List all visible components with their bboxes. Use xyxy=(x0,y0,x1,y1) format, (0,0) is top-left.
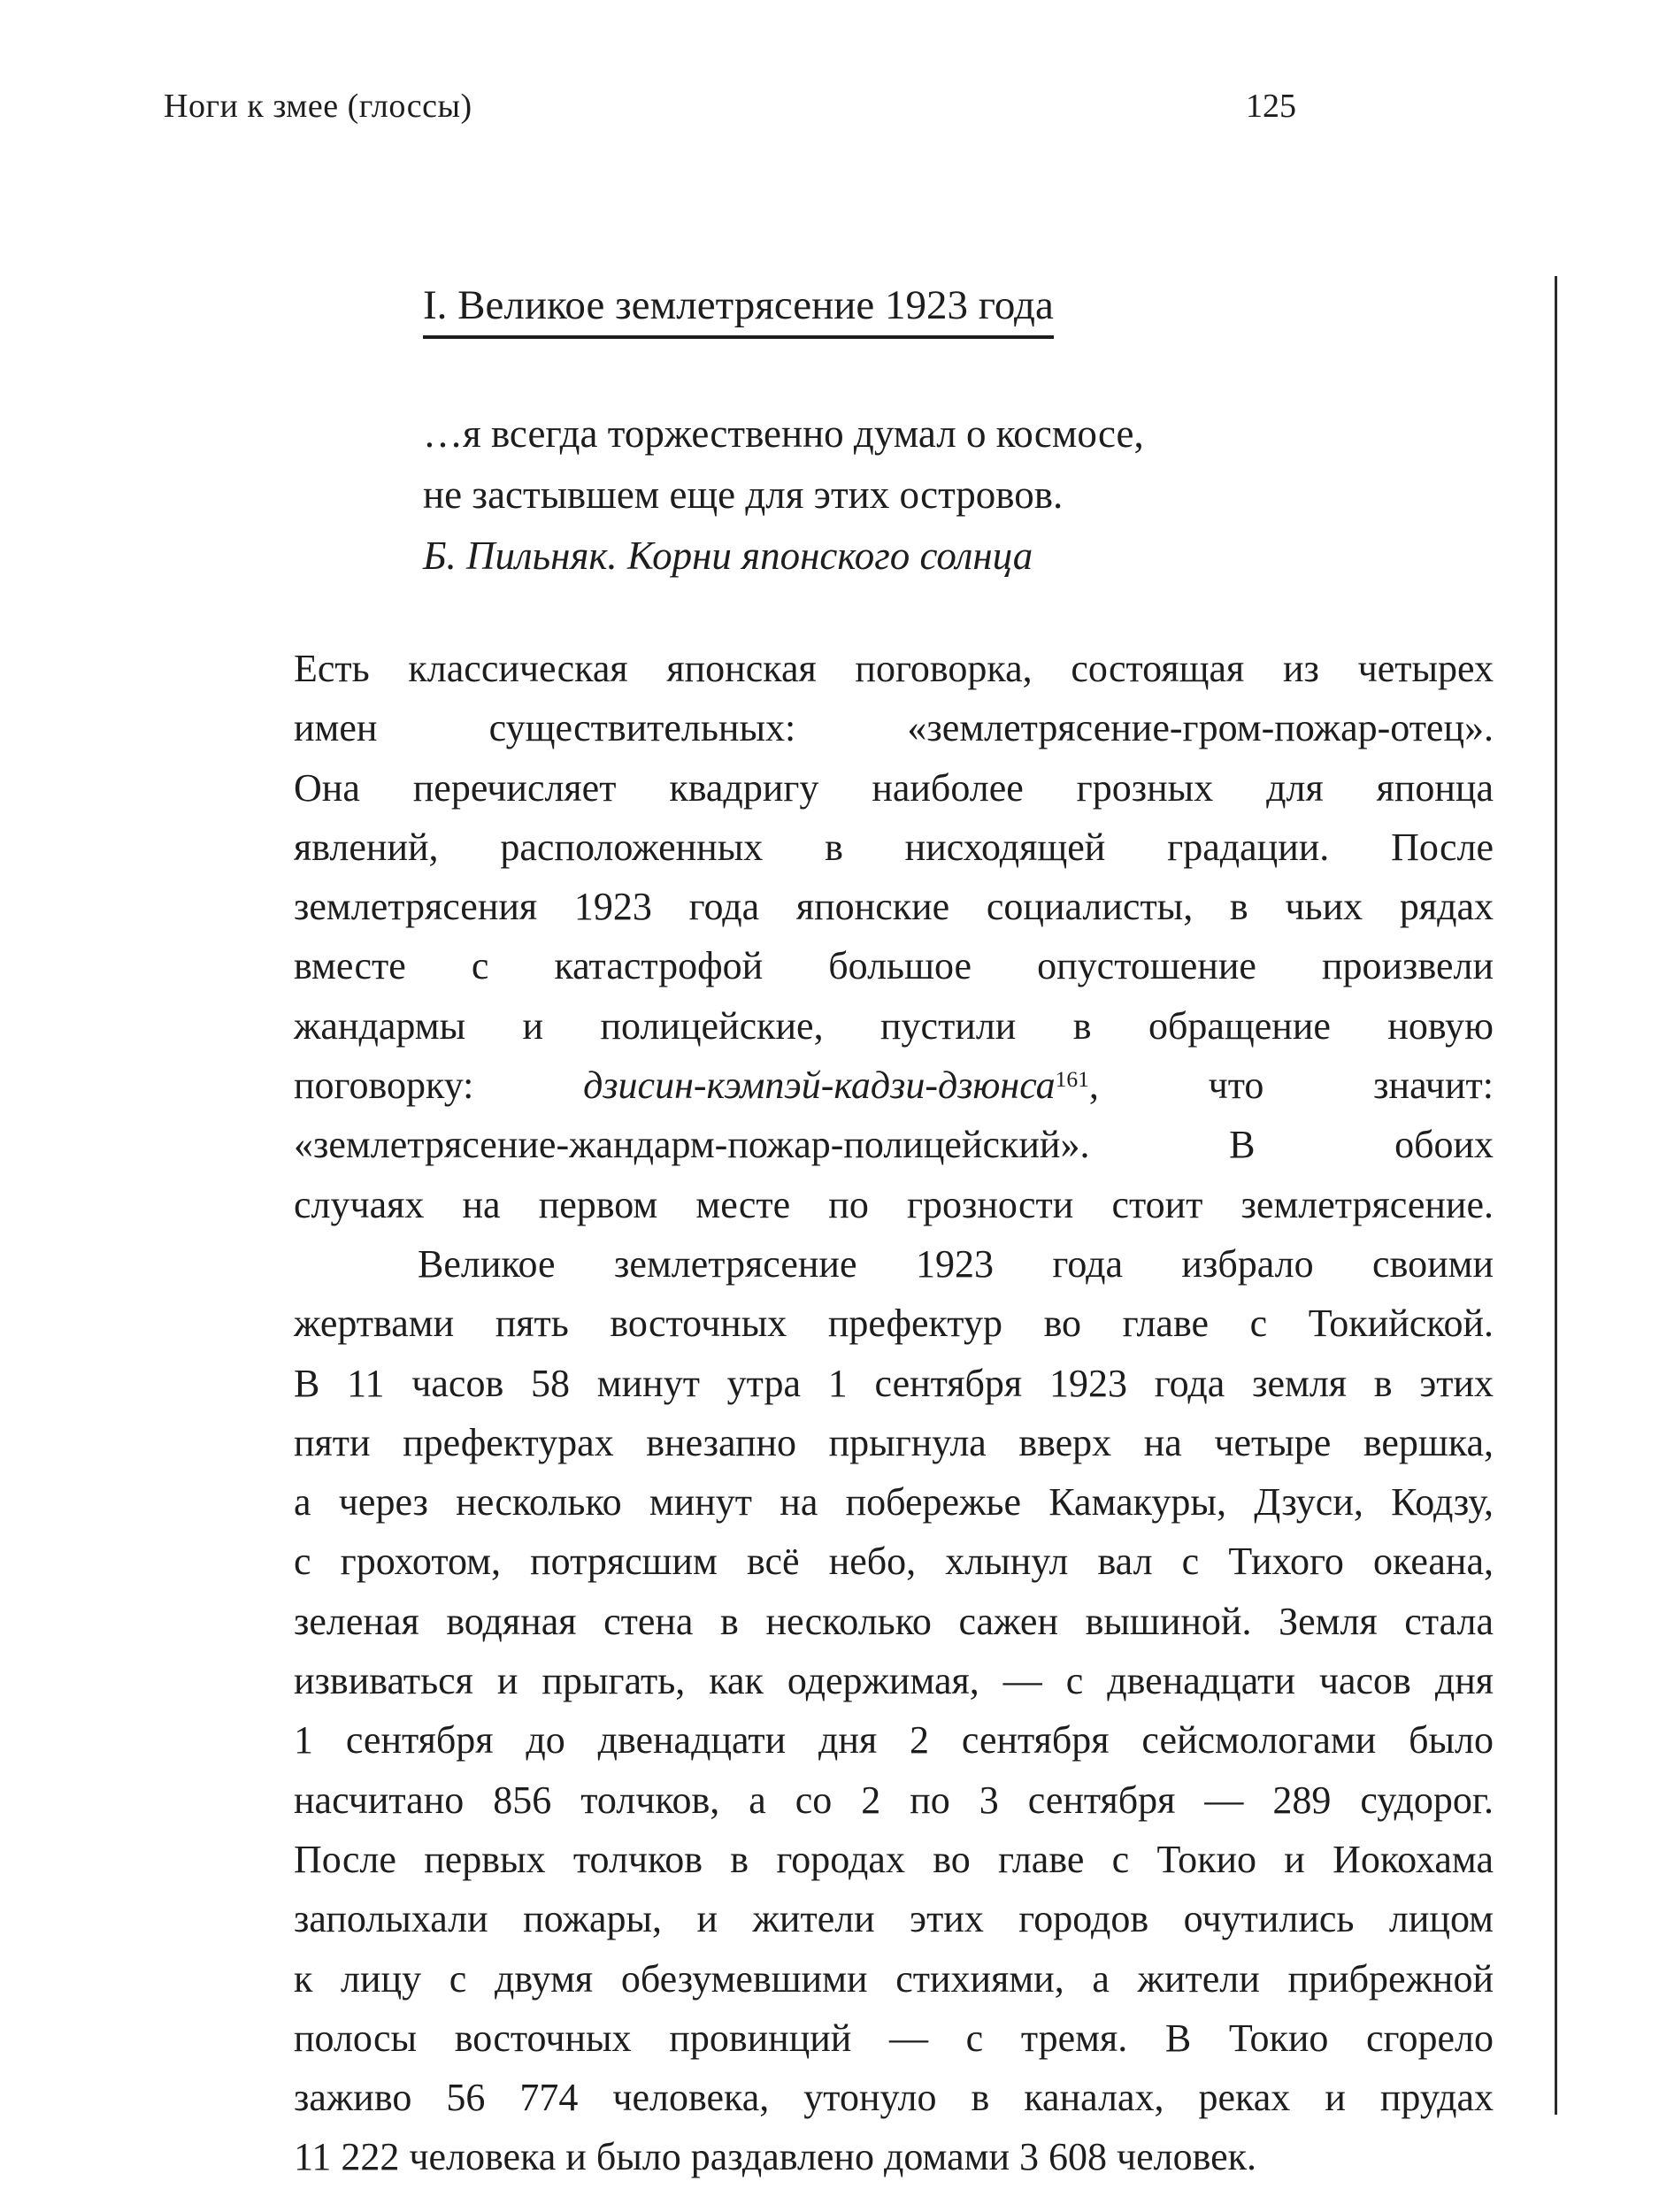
section-heading-text: I. Великое землетрясение 1923 года xyxy=(423,282,1054,339)
body-line: 1 сентября до двенадцати дня 2 сентября сейсмологами было xyxy=(294,1718,1494,1763)
body-line: насчитано 856 толчков, а со 2 по 3 сентября — 289 судорог. xyxy=(294,1778,1494,1822)
body-line: жандармы и полицейские, пустили в обращение новую xyxy=(294,1003,1494,1048)
body-line: землетрясения 1923 года японские социалисты, в чьих рядах xyxy=(294,885,1494,929)
section-heading xyxy=(423,281,1054,329)
body-line: «землетрясение-жандарм-пожар-полицейский». В обоих xyxy=(294,1123,1494,1167)
body-line: а через несколько минут на побережье Камакуры, Дзуси, Кодзу, xyxy=(294,1480,1494,1525)
body-line: случаях на первом месте по грозности стоит землетрясение. xyxy=(294,1182,1494,1226)
body-line: Есть классическая японская поговорка, состоящая из четырех xyxy=(294,647,1494,690)
epigraph-attribution: Б. Пильняк. Корни японского солнца xyxy=(423,534,1033,578)
epigraph xyxy=(423,403,1144,587)
page-edge-rule xyxy=(1555,276,1557,2115)
body-line: 11 222 человека и было раздавлено домами 3 608 человек. xyxy=(294,2135,1257,2179)
body-line: полосы восточных провинций — с тремя. В Токио сгорело xyxy=(294,2016,1494,2060)
epigraph-line: …я всегда торжественно думал о космосе, xyxy=(423,411,1144,456)
body-text xyxy=(294,639,1494,2187)
epigraph-line: не застывшем еще для этих островов. xyxy=(423,472,1064,517)
body-line: явлений, расположенных в нисходящей градации. После xyxy=(294,825,1494,869)
body-line: извиваться и прыгать, как одержимая, — с двенадцати часов дня xyxy=(294,1659,1494,1703)
body-line: с грохотом, потрясшим всё небо, хлынул вал с Тихого океана, xyxy=(294,1540,1494,1584)
body-line: После первых толчков в городах во главе с Токио и Иокохама xyxy=(294,1837,1494,1881)
body-line: заполыхали пожары, и жители этих городов очутились лицом xyxy=(294,1897,1494,1941)
body-line: вместе с катастрофой большое опустошение произвели xyxy=(294,944,1494,988)
body-line: пяти префектурах внезапно прыгнула вверх на четыре вершка, xyxy=(294,1420,1494,1464)
body-line: заживо 56 774 человека, утонуло в каналах, реках и прудах xyxy=(294,2076,1494,2120)
running-header: Ноги к змее (глоссы) xyxy=(164,88,472,125)
body-line: В 11 часов 58 минут утра 1 сентября 1923 года земля в этих xyxy=(294,1361,1494,1405)
body-line: зеленая водяная стена в несколько сажен вышиной. Земля стала xyxy=(294,1599,1494,1643)
body-line: Великое землетрясение 1923 года избрало своими xyxy=(418,1241,1494,1286)
body-line: поговорку: дзисин-кэмпэй-кадзи-дзюнса$^{161}$, что значит: xyxy=(294,1064,1494,1108)
body-line: жертвами пять восточных префектур во главе с Токийской. xyxy=(294,1302,1494,1346)
body-line: к лицу с двумя обезумевшими стихиями, а жители прибрежной xyxy=(294,1956,1494,2001)
page-number: 125 xyxy=(1246,88,1296,125)
body-line: имен существительных: «землетрясение-гром-пожар-отец». xyxy=(294,706,1494,750)
body-line: Она перечисляет квадригу наиболее грозных для японца xyxy=(294,765,1494,810)
